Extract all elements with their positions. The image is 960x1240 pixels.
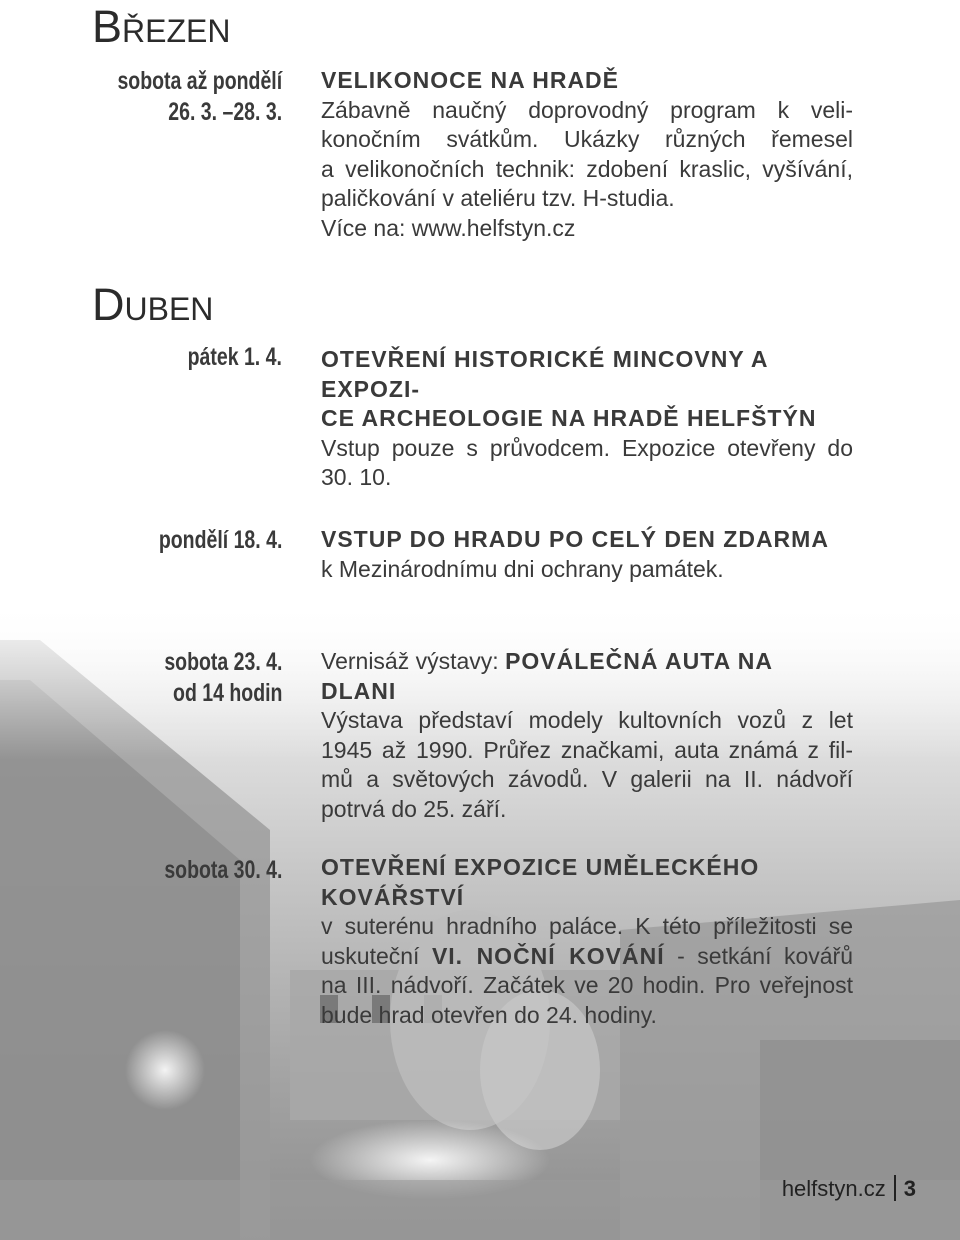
event-lead: Vernisáž výstavy: POVÁLEČNÁ AUTA NA DLANI [321,648,773,704]
event-title: VSTUP DO HRADU PO CELÝ DEN ZDARMA [321,526,829,552]
event-date: sobota 23. 4. od 14 hodin [163,648,282,707]
event-title: OTEVŘENÍ HISTORICKÉ MINCOVNY A EXPOZI- [321,346,768,402]
event-title: VELIKONOCE NA HRADĚ [321,67,619,93]
footer-site: helfstyn.cz [781,1176,886,1201]
page-footer [782,1175,916,1202]
event-kovarstvi: OTEVŘENÍ EXPOZICE UMĚLECKÉHO KOVÁŘSTVÍ v suterénu hradního paláce. K této příležitosti se uskuteční VI. NOČNÍ KOVÁNÍ - setkání kovářů na III. nádvoří. Začátek ve 20 hodin. Pro veřejnost bude hrad otevřen do 24. hodiny. [321,854,853,1028]
event-date: sobota 30. 4. [163,856,282,884]
event-title: POVÁLEČNÁ AUTA NA DLANI [321,648,773,704]
event-date: pondělí 18. 4. [158,526,282,554]
event-date: sobota až pondělí 26. 3. –28. 3. [117,67,282,126]
month-heading-duben: DUBEN [92,279,214,330]
event-velikonoce: VELIKONOCE NA HRADĚ Zábavně naučný doprovodný program k veli- konočním svátkům. Ukázky různých řemesel a velikonočních technik: zdobení kraslic, vyšívání, paličkování v ateliéru tzv. H-studia. Více na: www.helfstyn.cz [321,66,853,243]
event-mincovna: OTEVŘENÍ HISTORICKÉ MINCOVNY A EXPOZI- CE ARCHEOLOGIE NA HRADĚ HELFŠTÝN Vstup pouze s průvodcem. Expozice otevřeny do 30. 10. [321,346,853,490]
event-title: OTEVŘENÍ EXPOZICE UMĚLECKÉHO KOVÁŘSTVÍ [321,854,760,910]
website-link[interactable]: Více na: www.helfstyn.cz [321,214,576,241]
footer-divider [894,1175,896,1201]
month-heading-brezen: BŘEZEN [92,1,231,52]
page-number: 3 [903,1176,916,1201]
event-date: pátek 1. 4. [187,343,282,371]
event-vstup-zdarma: VSTUP DO HRADU PO CELÝ DEN ZDARMA k Mezinárodnímu dni ochrany památek. [321,525,853,584]
event-title-cont: CE ARCHEOLOGIE NA HRADĚ HELFŠTÝN [321,405,817,431]
event-mixed-line: uskuteční VI. NOČNÍ KOVÁNÍ - setkání kovářů [321,942,853,969]
event-vernisaz: Vernisáž výstavy: POVÁLEČNÁ AUTA NA DLANI Výstava představí modely kultovních vozů z let 1945 až 1990. Průřez značkami, auta známá z fil- mů a světových závodů. V galerii na II. nádvoří potrvá do 25. září. [321,648,853,822]
